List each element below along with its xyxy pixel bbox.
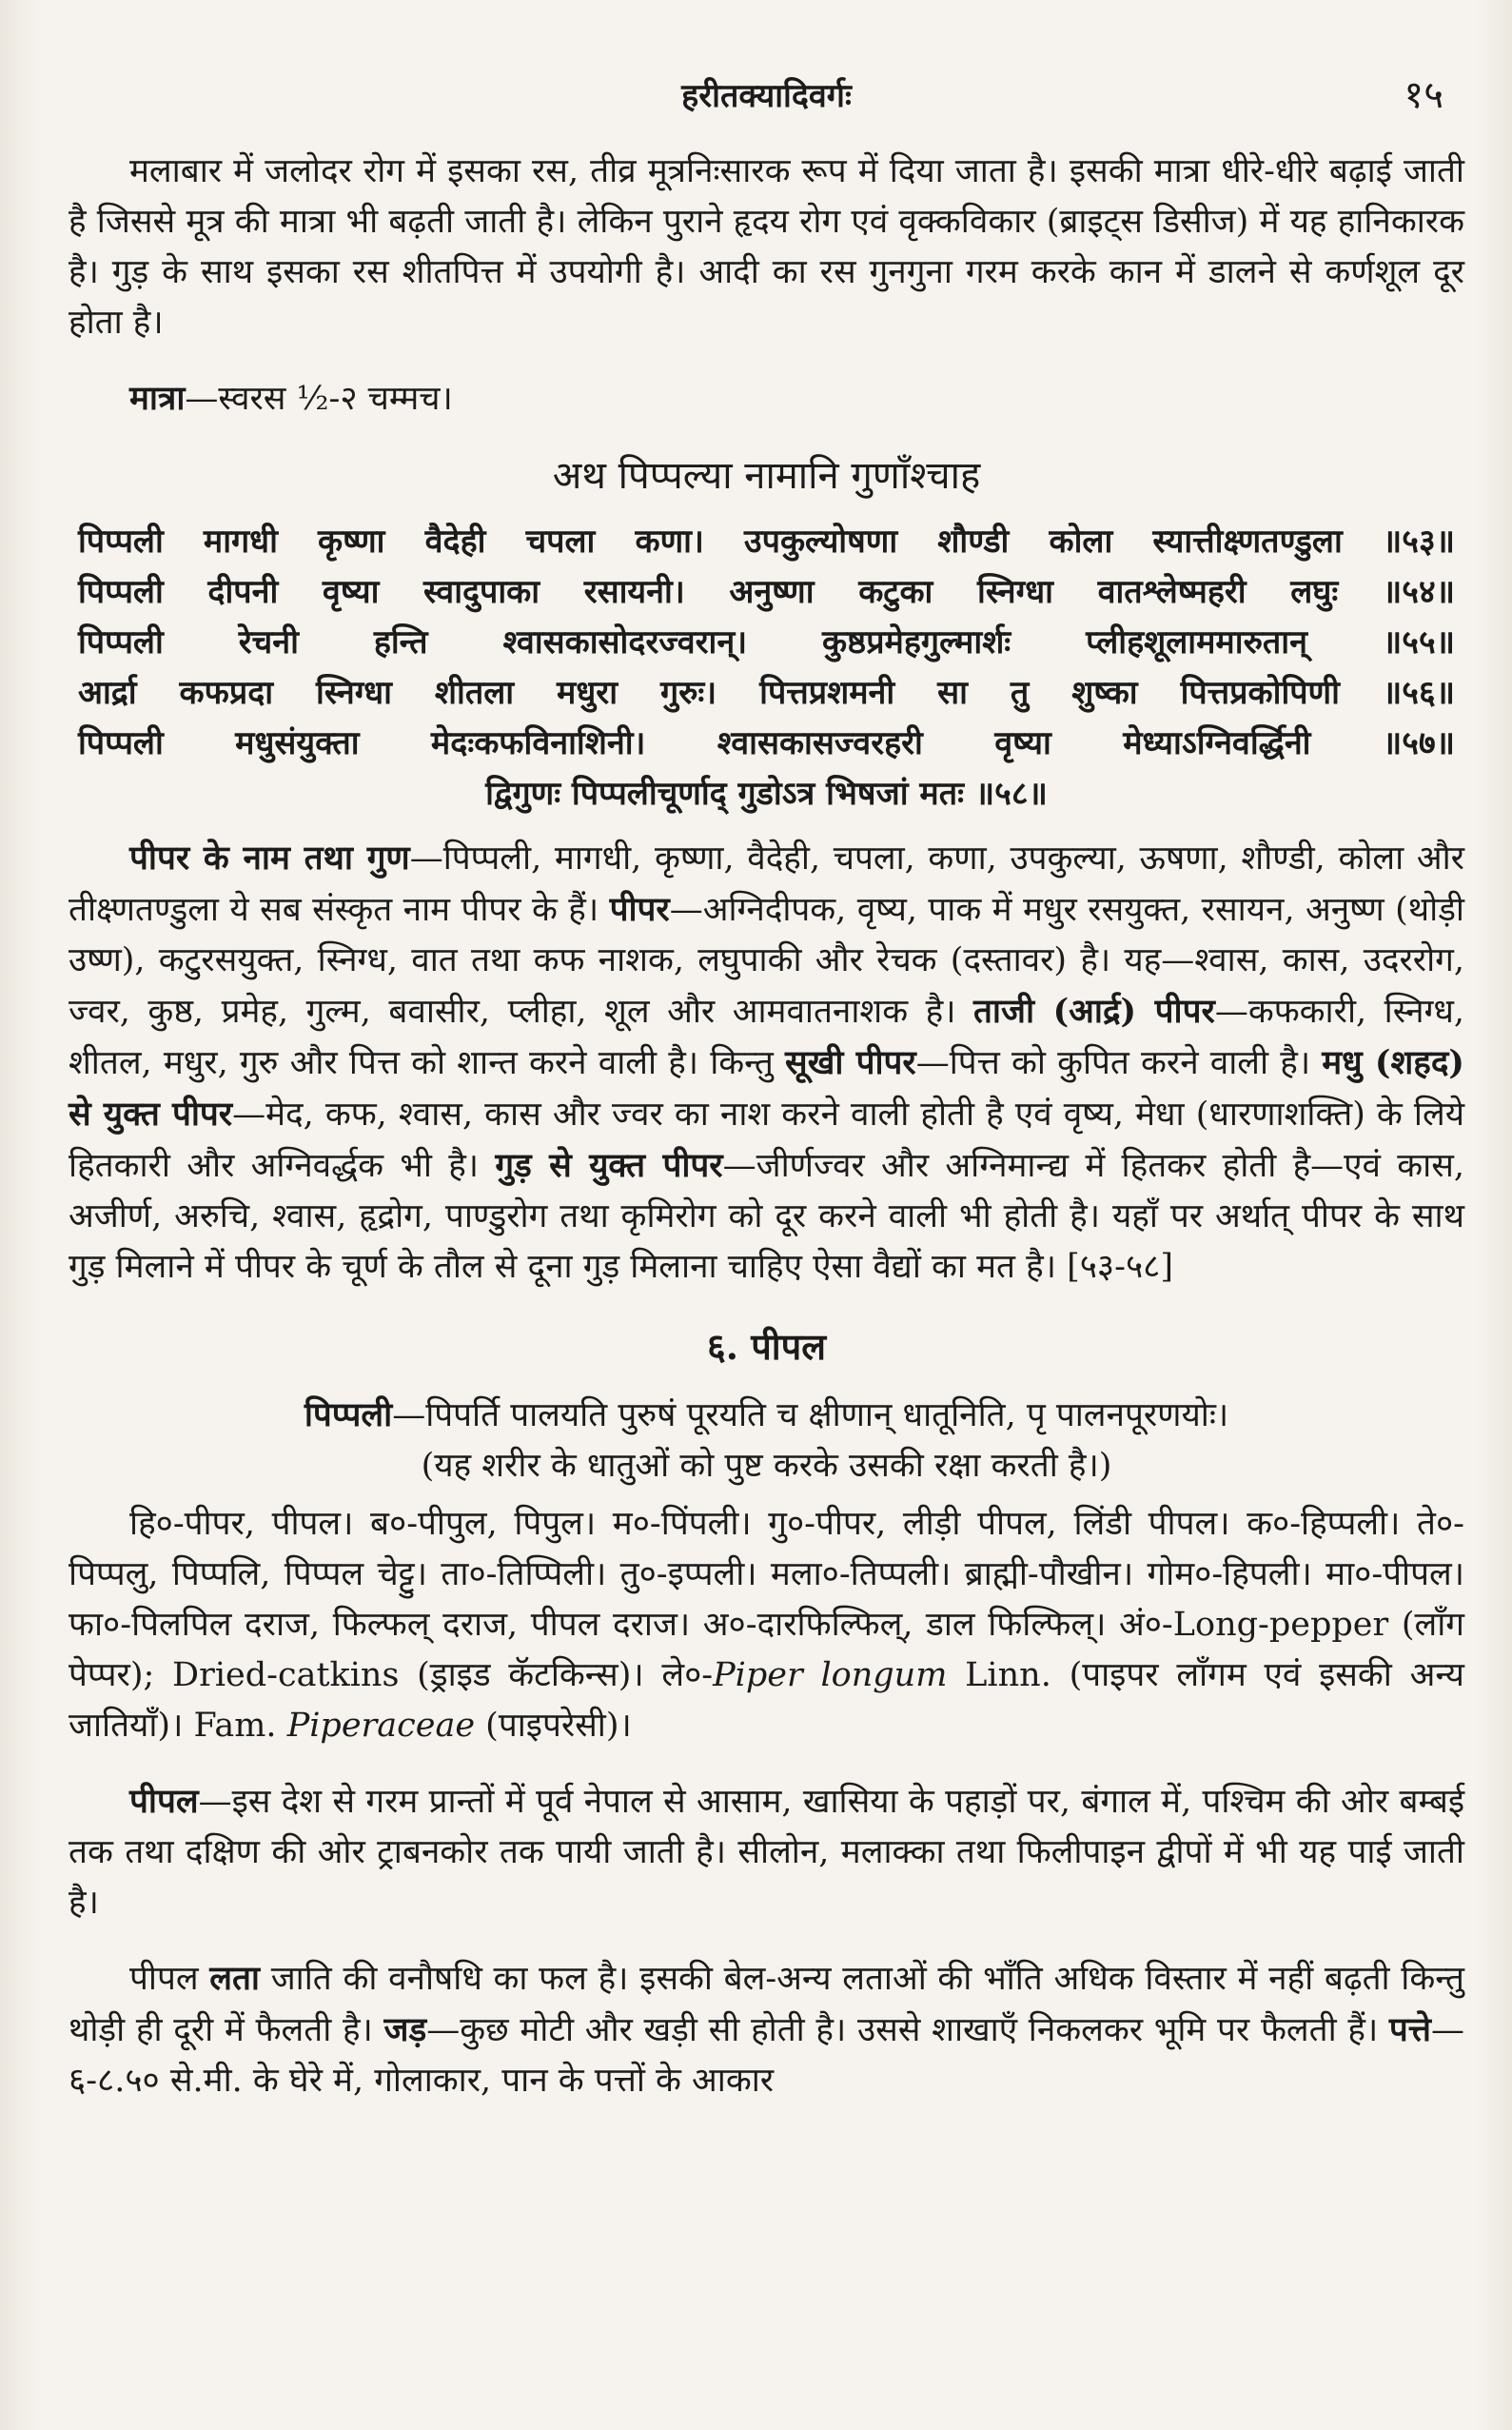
names-text: Linn. (पाइपर लाँगम एवं इसकी अन्य जातियाँ)। Fam. <box>69 1656 1464 1745</box>
verse-block <box>69 517 1464 820</box>
description-text: —६-८.५० से.मी. के घेरे में, गोलाकार, पान के पत्तों के आकार <box>69 2011 1464 2100</box>
dose-text: —स्वरस ½-२ चम्मच। <box>185 380 453 418</box>
running-title: हरीतक्यादिवर्गः <box>681 77 852 115</box>
vernacular-names-paragraph <box>69 1499 1464 1751</box>
description-text: पीपल <box>129 1960 210 1998</box>
etymology-note: (यह शरीर के धातुओं को पुष्ट करके उसकी रक्षा करती है।) <box>421 1447 1112 1485</box>
names-text: (पाइपरेसी)। <box>475 1707 632 1745</box>
term-bold: पीपर <box>609 890 670 929</box>
verse-line: आर्द्रा कफप्रदा स्निग्धा शीतला मधुरा गुरुः। पित्तप्रशमनी सा तु शुष्का पित्तप्रकोपिणी ॥५६॥ <box>78 674 1455 712</box>
term-bold: पत्ते <box>1388 2010 1431 2049</box>
commentary-text: —पिप्पली, मागधी, कृष्णा, वैदेही, चपला, कणा, उपकुल्या, ऊषणा, शौण्डी, कोला और तीक्ष्णतण्डुला ये सब संस्कृत नाम पीपर के हैं। <box>69 840 1464 929</box>
commentary-text: —अग्निदीपक, वृष्य, पाक में मधुर रसयुक्त, रसायन, अनुष्ण (थोड़ी उष्ण), कटुरसयुक्त, स्निग्ध, वात तथा कफ नाशक, लघुपाकी और रेचक (दस्तावर) है। यह—श्वास, कास, उदररोग, ज्वर, कुष्ठ, प्रमेह, गुल्म, बवासीर, प्लीहा, शूल और आमवातनाशक है। <box>69 891 1464 1031</box>
intro-paragraph: मलाबार में जलोदर रोग में इसका रस, तीव्र मूत्रनिःसारक रूप में दिया जाता है। इसकी मात्रा धीरे-धीरे बढ़ाई जाती है जिससे मूत्र की मात्रा भी बढ़ती जाती है। लेकिन पुराने हृदय रोग एवं वृक्कविकार (ब्राइट्स डिसीज) में यह हानिकारक है। गुड़ के साथ इसका रस शीतपित्त में उपयोगी है। आदी का रस गुनगुना गरम करके कान में डालने से कर्णशूल दूर होता है। <box>69 152 1464 342</box>
dose-label: मात्रा <box>129 379 186 418</box>
page-number: १५ <box>1404 73 1443 117</box>
family-name: Piperaceae <box>286 1707 476 1745</box>
section-heading: अथ पिप्पल्या नामानि गुणाँश्चाह <box>552 454 981 498</box>
verse-line: द्विगुणः पिप्पलीचूर्णाद् गुडोऽत्र भिषजां मतः ॥५८॥ <box>485 775 1048 813</box>
etymology-text: —पिपर्ति पालयति पुरुषं पूरयति च क्षीणान् धातूनिति, पृ पालनपूरणयोः। <box>392 1396 1229 1434</box>
latin-name: Piper longum <box>713 1656 948 1694</box>
dose-line <box>69 373 1464 425</box>
term-bold: जड़ <box>383 2010 427 2049</box>
page-header <box>69 67 1464 126</box>
commentary-paragraph <box>69 833 1464 1293</box>
term-bold: पिप्पली <box>304 1395 393 1434</box>
names-text: हि०-पीपर, पीपल। ब०-पीपुल, पिपुल। म०-पिंपली। गु०-पीपर, लीड़ी पीपल, लिंडी पीपल। क०-हिप्पली। ते०-पिप्पलु, पिप्पलि, पिप्पल चेट्टु। ता०-तिप्पिली। तु०-इप्पली। मला०-तिप्पली। ब्राह्मी-पौखीन। गोम०-हिपली। मा०-पीपल। फा०-पिलपिल दराज, फिल्फल् दराज, पीपल दराज। अ०-दारफिल्फिल्, डाल फिल्फिल्। अं०-Long-pepper (लॉंग पेप्पर); Dried-catkins (ड्राइड कॅटकिन्स)। ले०- <box>69 1505 1464 1694</box>
description-text: जाति की वनौषधि का फल है। इसकी बेल-अन्य लताओं की भाँति अधिक विस्तार में नहीं बढ़ती किन्तु थोड़ी ही दूरी में फैलती है। <box>69 1960 1464 2049</box>
term-bold: गुड़ से युक्त पीपर <box>495 1146 723 1185</box>
habitat-text: —इस देश से गरम प्रान्तों में पूर्व नेपाल से आसाम, खासिया के पहाड़ों पर, बंगाल में, पश्चिम की ओर बम्बई तक तथा दक्षिण की ओर ट्राबनकोर तक पायी जाती है। सीलोन, मलाक्का तथा फिलीपाइन द्वीपों में भी यह पाई जाती है। <box>69 1783 1464 1922</box>
term-bold: ताजी (आर्द्र) पीपर <box>972 992 1215 1031</box>
commentary-text: —जीर्णज्वर और अग्निमान्द्य में हितकर होती है—एवं कास, अजीर्ण, अरुचि, श्वास, हृद्रोग, पाण्डुरोग तथा कृमिरोग को दूर करने वाली भी होती है। यहाँ पर अर्थात् पीपर के साथ गुड़ मिलाने में पीपर के चूर्ण के तौल से दूना गुड़ मिलाना चाहिए ऐसा वैद्यों का मत है। [५३-५८] <box>69 1147 1464 1286</box>
etymology-line <box>69 1390 1464 1441</box>
description-paragraph <box>69 1953 1464 2106</box>
habitat-paragraph <box>69 1776 1464 1928</box>
term-bold: पीपल <box>129 1782 199 1821</box>
commentary-text: —पित्त को कुपित करने वाली है। <box>915 1044 1323 1082</box>
verse-line: पिप्पली मागधी कृष्णा वैदेही चपला कणा। उपकुल्योषणा शौण्डी कोला स्यात्तीक्ष्णतण्डुला ॥५३॥ <box>78 523 1455 561</box>
commentary-text: —कफकारी, स्निग्ध, शीतल, मधुर, गुरु और पित्त को शान्त करने वाली है। किन्तु <box>69 993 1464 1082</box>
term-bold: लता <box>209 1959 260 1998</box>
term-bold: पीपर के नाम तथा गुण <box>129 839 410 878</box>
verse-line: पिप्पली मधुसंयुक्ता मेदःकफविनाशिनी। श्वासकासज्वरहरी वृष्या मेध्याऽग्निवर्द्धिनी ॥५७॥ <box>78 724 1455 762</box>
term-bold: मधु (शहद) से युक्त पीपर <box>69 1043 1464 1134</box>
verse-line: पिप्पली दीपनी वृष्या स्वादुपाका रसायनी। अनुष्णा कटुका स्निग्धा वातश्लेष्महरी लघुः ॥५४॥ <box>78 573 1455 611</box>
term-bold: सूखी पीपर <box>785 1043 916 1082</box>
verse-line: पिप्पली रेचनी हन्ति श्वासकासोदरज्वरान्। कुष्ठप्रमेहगुल्मार्शः प्लीहशूलाममारुतान् ॥५५॥ <box>78 623 1455 662</box>
section-title: ६. पीपल <box>707 1325 826 1368</box>
commentary-text: —मेद, कफ, श्वास, कास और ज्वर का नाश करने वाली होती है एवं वृष्य, मेधा (धारणाशक्ति) के लिये हितकारी और अग्निवर्द्धक भी है। <box>69 1096 1464 1185</box>
description-text: —कुछ मोटी और खड़ी सी होती है। उससे शाखाएँ निकलकर भूमि पर फैलती हैं। <box>426 2011 1389 2049</box>
